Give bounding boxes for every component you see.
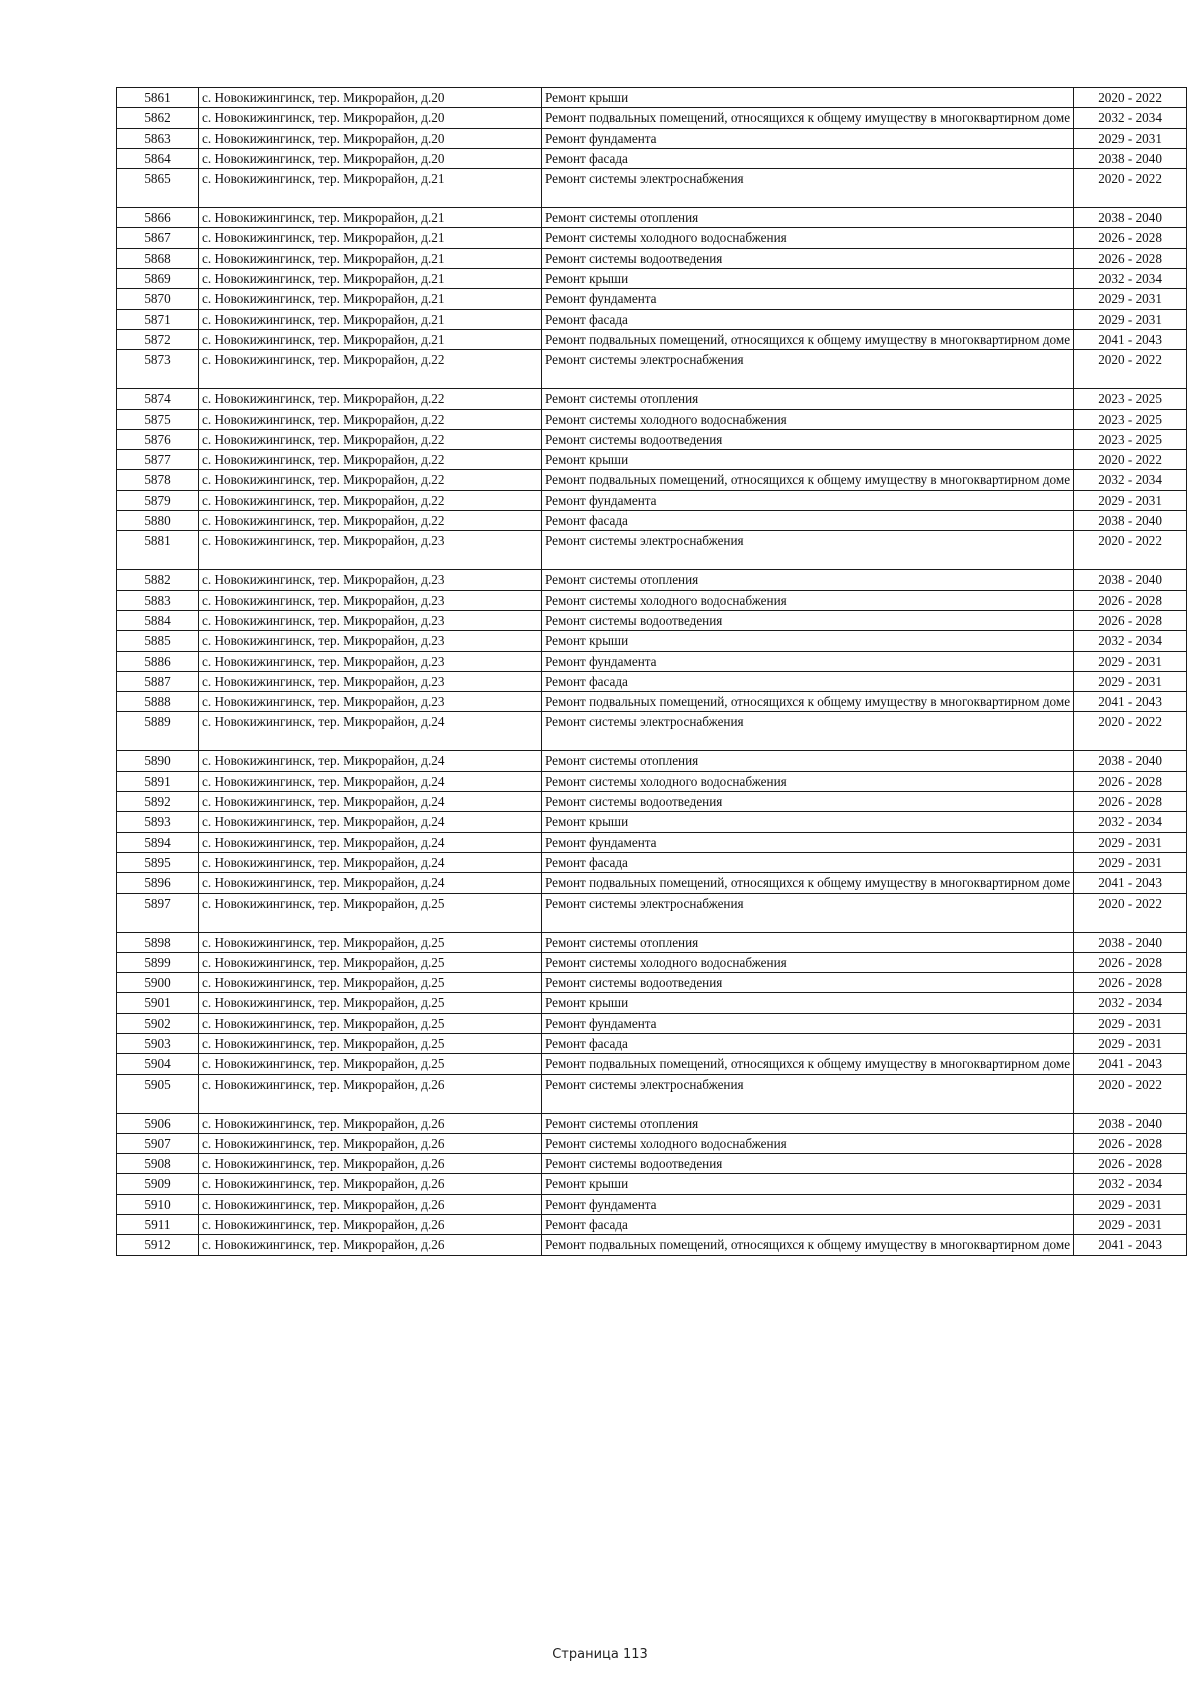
row-address: с. Новокижингинск, тер. Микрорайон, д.25: [199, 893, 542, 932]
row-work-type: Ремонт фундамента: [542, 128, 1074, 148]
row-work-type: Ремонт системы электроснабжения: [542, 350, 1074, 389]
table-row: [117, 128, 1187, 148]
repair-schedule-table: [116, 87, 1187, 1256]
row-period: 2029 - 2031: [1074, 1215, 1187, 1235]
row-work-type: Ремонт системы водоотведения: [542, 429, 1074, 449]
row-number: 5876: [117, 429, 199, 449]
row-work-type: Ремонт системы холодного водоснабжения: [542, 952, 1074, 972]
row-period: 2038 - 2040: [1074, 932, 1187, 952]
row-number: 5909: [117, 1174, 199, 1194]
row-work-type: Ремонт системы отопления: [542, 1113, 1074, 1133]
row-number: 5869: [117, 269, 199, 289]
row-work-type: Ремонт крыши: [542, 993, 1074, 1013]
table-row: [117, 108, 1187, 128]
row-work-type: Ремонт подвальных помещений, относящихся к общему имуществу в многоквартирном доме: [542, 1054, 1074, 1074]
row-number: 5865: [117, 169, 199, 208]
row-period: 2038 - 2040: [1074, 208, 1187, 228]
row-work-type: Ремонт крыши: [542, 631, 1074, 651]
row-work-type: Ремонт крыши: [542, 812, 1074, 832]
row-work-type: Ремонт системы электроснабжения: [542, 1074, 1074, 1113]
row-period: 2026 - 2028: [1074, 973, 1187, 993]
row-address: с. Новокижингинск, тер. Микрорайон, д.23: [199, 570, 542, 590]
row-work-type: Ремонт крыши: [542, 450, 1074, 470]
table-row: [117, 1154, 1187, 1174]
row-period: 2038 - 2040: [1074, 511, 1187, 531]
row-address: с. Новокижингинск, тер. Микрорайон, д.24: [199, 712, 542, 751]
row-period: 2020 - 2022: [1074, 169, 1187, 208]
row-period: 2032 - 2034: [1074, 108, 1187, 128]
row-number: 5873: [117, 350, 199, 389]
row-period: 2029 - 2031: [1074, 1033, 1187, 1053]
row-work-type: Ремонт фасада: [542, 1033, 1074, 1053]
row-period: 2032 - 2034: [1074, 631, 1187, 651]
row-work-type: Ремонт системы водоотведения: [542, 792, 1074, 812]
table-row: [117, 350, 1187, 389]
table-row: [117, 893, 1187, 932]
row-period: 2041 - 2043: [1074, 873, 1187, 893]
row-number: 5875: [117, 409, 199, 429]
row-period: 2038 - 2040: [1074, 148, 1187, 168]
table-row: [117, 490, 1187, 510]
row-number: 5863: [117, 128, 199, 148]
row-number: 5864: [117, 148, 199, 168]
row-work-type: Ремонт системы отопления: [542, 932, 1074, 952]
row-period: 2020 - 2022: [1074, 88, 1187, 108]
row-period: 2026 - 2028: [1074, 590, 1187, 610]
row-work-type: Ремонт крыши: [542, 1174, 1074, 1194]
row-address: с. Новокижингинск, тер. Микрорайон, д.25: [199, 1013, 542, 1033]
row-period: 2023 - 2025: [1074, 389, 1187, 409]
row-number: 5867: [117, 228, 199, 248]
row-work-type: Ремонт крыши: [542, 88, 1074, 108]
row-address: с. Новокижингинск, тер. Микрорайон, д.21: [199, 169, 542, 208]
row-address: с. Новокижингинск, тер. Микрорайон, д.23: [199, 631, 542, 651]
row-work-type: Ремонт фундамента: [542, 832, 1074, 852]
table-row: [117, 952, 1187, 972]
row-number: 5893: [117, 812, 199, 832]
row-work-type: Ремонт системы электроснабжения: [542, 893, 1074, 932]
row-period: 2032 - 2034: [1074, 470, 1187, 490]
row-work-type: Ремонт системы водоотведения: [542, 973, 1074, 993]
row-period: 2041 - 2043: [1074, 692, 1187, 712]
row-work-type: Ремонт системы отопления: [542, 208, 1074, 228]
table-row: [117, 531, 1187, 570]
row-period: 2026 - 2028: [1074, 228, 1187, 248]
table-row: [117, 973, 1187, 993]
row-number: 5862: [117, 108, 199, 128]
table-row: [117, 1235, 1187, 1255]
row-period: 2029 - 2031: [1074, 651, 1187, 671]
table-row: [117, 1033, 1187, 1053]
row-number: 5892: [117, 792, 199, 812]
row-address: с. Новокижингинск, тер. Микрорайон, д.25: [199, 952, 542, 972]
row-number: 5894: [117, 832, 199, 852]
row-address: с. Новокижингинск, тер. Микрорайон, д.22: [199, 470, 542, 490]
row-period: 2041 - 2043: [1074, 329, 1187, 349]
row-period: 2026 - 2028: [1074, 248, 1187, 268]
row-number: 5879: [117, 490, 199, 510]
row-address: с. Новокижингинск, тер. Микрорайон, д.26: [199, 1113, 542, 1133]
table-row: [117, 993, 1187, 1013]
row-work-type: Ремонт фундамента: [542, 1194, 1074, 1214]
row-number: 5902: [117, 1013, 199, 1033]
row-period: 2032 - 2034: [1074, 812, 1187, 832]
row-number: 5891: [117, 771, 199, 791]
table-row: [117, 651, 1187, 671]
row-address: с. Новокижингинск, тер. Микрорайон, д.22: [199, 409, 542, 429]
row-period: 2020 - 2022: [1074, 1074, 1187, 1113]
row-address: с. Новокижингинск, тер. Микрорайон, д.25: [199, 932, 542, 952]
table-row: [117, 148, 1187, 168]
row-address: с. Новокижингинск, тер. Микрорайон, д.26: [199, 1194, 542, 1214]
row-work-type: Ремонт фасада: [542, 148, 1074, 168]
row-address: с. Новокижингинск, тер. Микрорайон, д.24: [199, 852, 542, 872]
table-body: [117, 88, 1187, 1256]
row-period: 2032 - 2034: [1074, 1174, 1187, 1194]
row-work-type: Ремонт системы холодного водоснабжения: [542, 228, 1074, 248]
row-work-type: Ремонт фундамента: [542, 651, 1074, 671]
row-work-type: Ремонт фасада: [542, 671, 1074, 691]
row-period: 2029 - 2031: [1074, 832, 1187, 852]
row-period: 2020 - 2022: [1074, 531, 1187, 570]
row-number: 5883: [117, 590, 199, 610]
row-work-type: Ремонт системы водоотведения: [542, 610, 1074, 630]
row-address: с. Новокижингинск, тер. Микрорайон, д.24: [199, 812, 542, 832]
row-period: 2029 - 2031: [1074, 1194, 1187, 1214]
row-period: 2026 - 2028: [1074, 792, 1187, 812]
row-address: с. Новокижингинск, тер. Микрорайон, д.20: [199, 88, 542, 108]
table-row: [117, 832, 1187, 852]
row-number: 5888: [117, 692, 199, 712]
row-address: с. Новокижингинск, тер. Микрорайон, д.21: [199, 329, 542, 349]
row-work-type: Ремонт фасада: [542, 852, 1074, 872]
row-number: 5886: [117, 651, 199, 671]
row-address: с. Новокижингинск, тер. Микрорайон, д.21: [199, 289, 542, 309]
row-number: 5904: [117, 1054, 199, 1074]
row-work-type: Ремонт системы электроснабжения: [542, 712, 1074, 751]
row-number: 5861: [117, 88, 199, 108]
row-number: 5881: [117, 531, 199, 570]
table-row: [117, 269, 1187, 289]
row-number: 5898: [117, 932, 199, 952]
row-number: 5900: [117, 973, 199, 993]
row-period: 2026 - 2028: [1074, 952, 1187, 972]
table-row: [117, 631, 1187, 651]
table-row: [117, 1215, 1187, 1235]
row-period: 2029 - 2031: [1074, 1013, 1187, 1033]
table-row: [117, 873, 1187, 893]
row-period: 2041 - 2043: [1074, 1235, 1187, 1255]
row-number: 5871: [117, 309, 199, 329]
row-number: 5908: [117, 1154, 199, 1174]
row-number: 5906: [117, 1113, 199, 1133]
row-address: с. Новокижингинск, тер. Микрорайон, д.23: [199, 671, 542, 691]
row-number: 5896: [117, 873, 199, 893]
row-period: 2026 - 2028: [1074, 610, 1187, 630]
table-row: [117, 1194, 1187, 1214]
row-work-type: Ремонт подвальных помещений, относящихся к общему имуществу в многоквартирном доме: [542, 1235, 1074, 1255]
row-number: 5903: [117, 1033, 199, 1053]
table-row: [117, 88, 1187, 108]
page-number: Страница 113: [552, 1647, 648, 1662]
row-number: 5905: [117, 1074, 199, 1113]
table-row: [117, 228, 1187, 248]
row-address: с. Новокижингинск, тер. Микрорайон, д.26: [199, 1154, 542, 1174]
row-period: 2041 - 2043: [1074, 1054, 1187, 1074]
row-number: 5866: [117, 208, 199, 228]
row-work-type: Ремонт системы холодного водоснабжения: [542, 771, 1074, 791]
row-address: с. Новокижингинск, тер. Микрорайон, д.25: [199, 1054, 542, 1074]
row-period: 2020 - 2022: [1074, 450, 1187, 470]
row-address: с. Новокижингинск, тер. Микрорайон, д.20: [199, 108, 542, 128]
row-period: 2038 - 2040: [1074, 1113, 1187, 1133]
table-row: [117, 1174, 1187, 1194]
row-work-type: Ремонт подвальных помещений, относящихся к общему имуществу в многоквартирном доме: [542, 692, 1074, 712]
table-row: [117, 852, 1187, 872]
table-row: [117, 570, 1187, 590]
row-work-type: Ремонт системы холодного водоснабжения: [542, 409, 1074, 429]
row-address: с. Новокижингинск, тер. Микрорайон, д.23: [199, 651, 542, 671]
row-number: 5895: [117, 852, 199, 872]
row-work-type: Ремонт фасада: [542, 1215, 1074, 1235]
row-work-type: Ремонт системы холодного водоснабжения: [542, 590, 1074, 610]
row-address: с. Новокижингинск, тер. Микрорайон, д.26: [199, 1174, 542, 1194]
row-address: с. Новокижингинск, тер. Микрорайон, д.22: [199, 429, 542, 449]
row-period: 2029 - 2031: [1074, 309, 1187, 329]
row-work-type: Ремонт системы отопления: [542, 389, 1074, 409]
row-work-type: Ремонт системы водоотведения: [542, 1154, 1074, 1174]
row-period: 2038 - 2040: [1074, 570, 1187, 590]
row-address: с. Новокижингинск, тер. Микрорайон, д.21: [199, 269, 542, 289]
row-address: с. Новокижингинск, тер. Микрорайон, д.26: [199, 1215, 542, 1235]
row-work-type: Ремонт фундамента: [542, 1013, 1074, 1033]
table-row: [117, 692, 1187, 712]
table-row: [117, 450, 1187, 470]
row-number: 5872: [117, 329, 199, 349]
row-period: 2032 - 2034: [1074, 269, 1187, 289]
row-address: с. Новокижингинск, тер. Микрорайон, д.26: [199, 1133, 542, 1153]
row-work-type: Ремонт фасада: [542, 309, 1074, 329]
row-address: с. Новокижингинск, тер. Микрорайон, д.21: [199, 248, 542, 268]
row-number: 5907: [117, 1133, 199, 1153]
row-address: с. Новокижингинск, тер. Микрорайон, д.26: [199, 1235, 542, 1255]
row-address: с. Новокижингинск, тер. Микрорайон, д.26: [199, 1074, 542, 1113]
row-period: 2020 - 2022: [1074, 893, 1187, 932]
row-address: с. Новокижингинск, тер. Микрорайон, д.21: [199, 208, 542, 228]
row-address: с. Новокижингинск, тер. Микрорайон, д.23: [199, 531, 542, 570]
row-period: 2026 - 2028: [1074, 771, 1187, 791]
row-address: с. Новокижингинск, тер. Микрорайон, д.22: [199, 490, 542, 510]
row-work-type: Ремонт подвальных помещений, относящихся к общему имуществу в многоквартирном доме: [542, 329, 1074, 349]
table-row: [117, 751, 1187, 771]
row-address: с. Новокижингинск, тер. Микрорайон, д.24: [199, 873, 542, 893]
table-row: [117, 409, 1187, 429]
row-period: 2029 - 2031: [1074, 852, 1187, 872]
table-row: [117, 812, 1187, 832]
table-row: [117, 429, 1187, 449]
table-row: [117, 248, 1187, 268]
table-row: [117, 1054, 1187, 1074]
row-number: 5910: [117, 1194, 199, 1214]
row-address: с. Новокижингинск, тер. Микрорайон, д.23: [199, 610, 542, 630]
row-address: с. Новокижингинск, тер. Микрорайон, д.23: [199, 692, 542, 712]
row-period: 2032 - 2034: [1074, 993, 1187, 1013]
row-work-type: Ремонт подвальных помещений, относящихся к общему имуществу в многоквартирном доме: [542, 108, 1074, 128]
row-address: с. Новокижингинск, тер. Микрорайон, д.22: [199, 450, 542, 470]
table-row: [117, 309, 1187, 329]
row-address: с. Новокижингинск, тер. Микрорайон, д.23: [199, 590, 542, 610]
row-number: 5890: [117, 751, 199, 771]
row-number: 5889: [117, 712, 199, 751]
row-period: 2026 - 2028: [1074, 1154, 1187, 1174]
row-period: 2023 - 2025: [1074, 429, 1187, 449]
table-row: [117, 169, 1187, 208]
table-row: [117, 289, 1187, 309]
row-number: 5870: [117, 289, 199, 309]
row-number: 5897: [117, 893, 199, 932]
row-address: с. Новокижингинск, тер. Микрорайон, д.21: [199, 309, 542, 329]
table-row: [117, 1013, 1187, 1033]
table-row: [117, 1113, 1187, 1133]
row-number: 5911: [117, 1215, 199, 1235]
row-number: 5899: [117, 952, 199, 972]
table-row: [117, 771, 1187, 791]
row-work-type: Ремонт системы электроснабжения: [542, 531, 1074, 570]
row-work-type: Ремонт системы отопления: [542, 751, 1074, 771]
table-row: [117, 792, 1187, 812]
row-address: с. Новокижингинск, тер. Микрорайон, д.22: [199, 511, 542, 531]
row-work-type: Ремонт фасада: [542, 511, 1074, 531]
row-address: с. Новокижингинск, тер. Микрорайон, д.24: [199, 832, 542, 852]
row-number: 5884: [117, 610, 199, 630]
row-period: 2023 - 2025: [1074, 409, 1187, 429]
row-number: 5887: [117, 671, 199, 691]
row-period: 2038 - 2040: [1074, 751, 1187, 771]
row-address: с. Новокижингинск, тер. Микрорайон, д.20: [199, 148, 542, 168]
table-row: [117, 712, 1187, 751]
row-address: с. Новокижингинск, тер. Микрорайон, д.25: [199, 993, 542, 1013]
row-work-type: Ремонт системы отопления: [542, 570, 1074, 590]
row-period: 2020 - 2022: [1074, 712, 1187, 751]
row-period: 2026 - 2028: [1074, 1133, 1187, 1153]
row-number: 5901: [117, 993, 199, 1013]
table-row: [117, 511, 1187, 531]
row-address: с. Новокижингинск, тер. Микрорайон, д.25: [199, 973, 542, 993]
row-work-type: Ремонт фундамента: [542, 490, 1074, 510]
row-address: с. Новокижингинск, тер. Микрорайон, д.25: [199, 1033, 542, 1053]
row-number: 5885: [117, 631, 199, 651]
row-period: 2029 - 2031: [1074, 289, 1187, 309]
row-work-type: Ремонт крыши: [542, 269, 1074, 289]
row-work-type: Ремонт системы холодного водоснабжения: [542, 1133, 1074, 1153]
row-number: 5874: [117, 389, 199, 409]
table-row: [117, 1133, 1187, 1153]
table-row: [117, 470, 1187, 490]
row-address: с. Новокижингинск, тер. Микрорайон, д.20: [199, 128, 542, 148]
row-work-type: Ремонт системы водоотведения: [542, 248, 1074, 268]
row-address: с. Новокижингинск, тер. Микрорайон, д.22: [199, 389, 542, 409]
table-row: [117, 329, 1187, 349]
row-period: 2029 - 2031: [1074, 490, 1187, 510]
row-period: 2020 - 2022: [1074, 350, 1187, 389]
row-address: с. Новокижингинск, тер. Микрорайон, д.22: [199, 350, 542, 389]
row-work-type: Ремонт системы электроснабжения: [542, 169, 1074, 208]
table-row: [117, 671, 1187, 691]
row-period: 2029 - 2031: [1074, 671, 1187, 691]
row-address: с. Новокижингинск, тер. Микрорайон, д.21: [199, 228, 542, 248]
table-row: [117, 208, 1187, 228]
row-work-type: Ремонт фундамента: [542, 289, 1074, 309]
table-row: [117, 932, 1187, 952]
table-row: [117, 610, 1187, 630]
row-number: 5912: [117, 1235, 199, 1255]
row-number: 5880: [117, 511, 199, 531]
row-number: 5878: [117, 470, 199, 490]
row-address: с. Новокижингинск, тер. Микрорайон, д.24: [199, 771, 542, 791]
row-work-type: Ремонт подвальных помещений, относящихся к общему имуществу в многоквартирном доме: [542, 873, 1074, 893]
table-row: [117, 1074, 1187, 1113]
row-address: с. Новокижингинск, тер. Микрорайон, д.24: [199, 792, 542, 812]
table-row: [117, 590, 1187, 610]
row-number: 5882: [117, 570, 199, 590]
row-number: 5868: [117, 248, 199, 268]
table-row: [117, 389, 1187, 409]
row-address: с. Новокижингинск, тер. Микрорайон, д.24: [199, 751, 542, 771]
row-period: 2029 - 2031: [1074, 128, 1187, 148]
row-work-type: Ремонт подвальных помещений, относящихся к общему имуществу в многоквартирном доме: [542, 470, 1074, 490]
row-number: 5877: [117, 450, 199, 470]
